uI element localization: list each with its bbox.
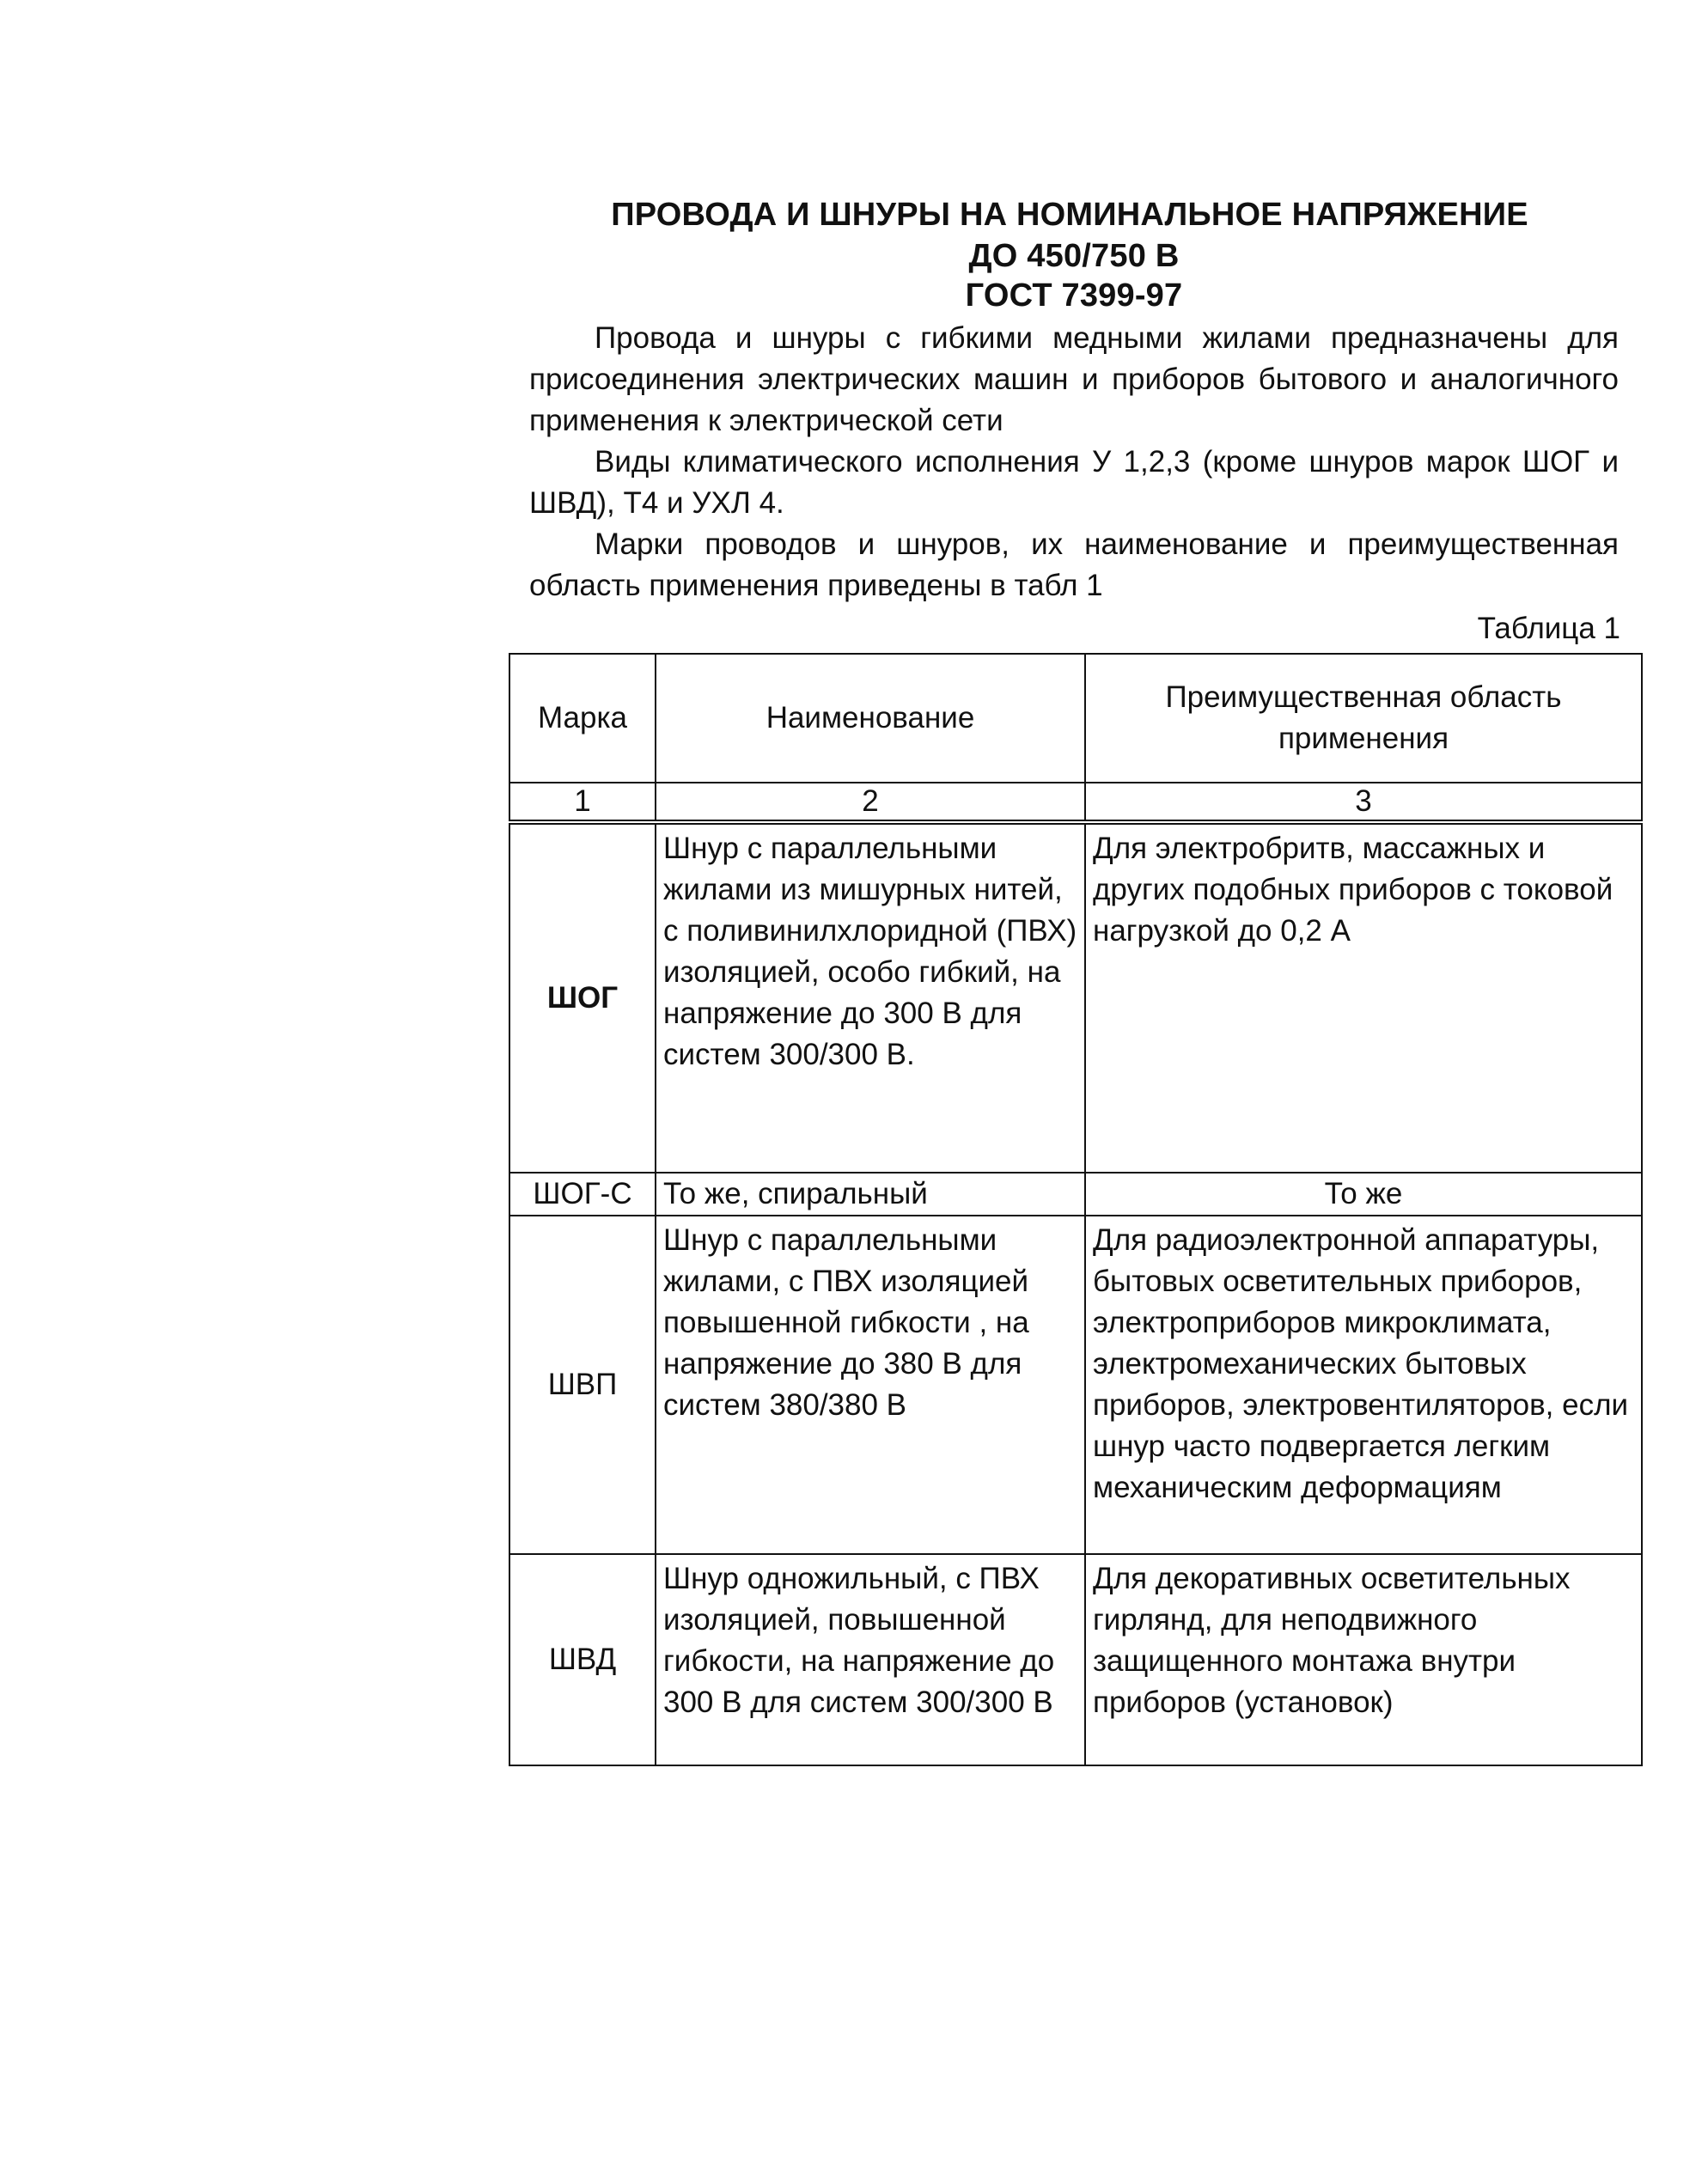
row-application: Для радиоэлектронной аппаратуры, бытовых осветительных приборов, электроприборов микроклимата, электромеханических бытовых приборов, электровентиляторов, если шнур часто подвергается легким механическим деформациям <box>1085 1216 1642 1554</box>
table-row <box>509 1554 1642 1765</box>
row-name: Шнур с параллельными жилами из мишурных нитей, с поливинилхлоридной (ПВХ) изоляцией, особо гибкий, на напряжение до 300 В для систем 300/300 В. <box>656 822 1085 1173</box>
row-name: Шнур одножильный, с ПВХ изоляцией, повышенной гибкости, на напряжение до 300 В для систем 300/300 В <box>656 1554 1085 1765</box>
table-caption: Таблица 1 <box>1477 612 1620 645</box>
table-header-row <box>509 654 1642 783</box>
row-mark: ШОГ <box>509 822 656 1173</box>
climate-paragraph-text: Виды климатического исполнения У 1,2,3 (кроме шнуров марок ШОГ и ШВД), Т4 и УХЛ 4. <box>529 445 1619 520</box>
row-application: То же <box>1085 1173 1642 1216</box>
row-name: То же, спиральный <box>656 1173 1085 1216</box>
table-reference-paragraph-text: Марки проводов и шнуров, их наименование и преимущественная область применения приведены в табл 1 <box>529 527 1619 602</box>
document-standard-number: ГОСТ 7399-97 <box>965 277 1183 314</box>
header-mark: Марка <box>509 654 656 783</box>
intro-paragraph <box>529 318 1619 442</box>
table-row <box>509 1173 1642 1216</box>
document-title-line2: ДО 450/750 В <box>968 238 1180 274</box>
climate-paragraph <box>529 442 1619 524</box>
header-name: Наименование <box>656 654 1085 783</box>
row-application: Для электробритв, массажных и других подобных приборов с токовой нагрузкой до 0,2 А <box>1085 822 1642 1173</box>
row-application: Для декоративных осветительных гирлянд, для неподвижного защищенного монтажа внутри приборов (установок) <box>1085 1554 1642 1765</box>
table-row <box>509 822 1642 1173</box>
column-number-row <box>509 783 1642 822</box>
wires-table <box>509 653 1643 1766</box>
column-number: 2 <box>656 783 1085 822</box>
row-mark: ШВД <box>509 1554 656 1765</box>
table-reference-paragraph <box>529 524 1619 607</box>
intro-paragraph-text: Провода и шнуры с гибкими медными жилами предназначены для присоединения электрических машин и приборов бытового и аналогичного применения к электрической сети <box>529 321 1619 437</box>
row-mark: ШОГ-С <box>509 1173 656 1216</box>
column-number: 3 <box>1085 783 1642 822</box>
column-number: 1 <box>509 783 656 822</box>
document-title-line1: ПРОВОДА И ШНУРЫ НА НОМИНАЛЬНОЕ НАПРЯЖЕНИЕ <box>611 197 1528 233</box>
table-row <box>509 1216 1642 1554</box>
row-mark: ШВП <box>509 1216 656 1554</box>
row-name: Шнур с параллельными жилами, с ПВХ изоляцией повышенной гибкости , на напряжение до 380 В для систем 380/380 В <box>656 1216 1085 1554</box>
header-application: Преимущественная область применения <box>1085 654 1642 783</box>
